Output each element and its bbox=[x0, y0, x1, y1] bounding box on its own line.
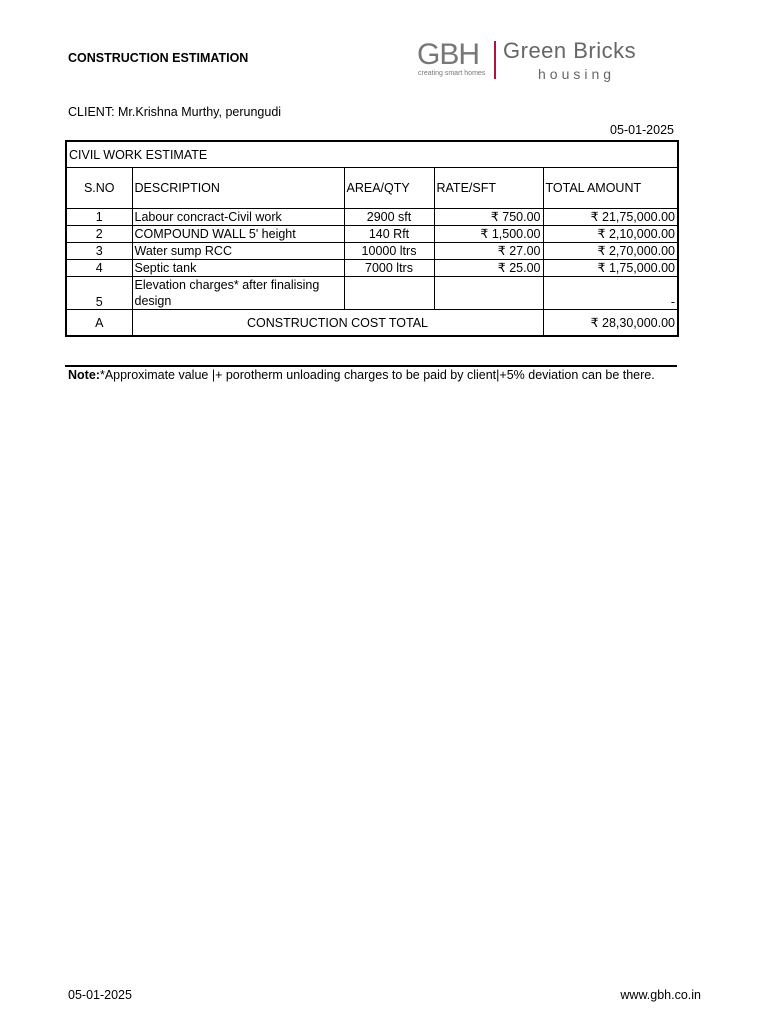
logo-tagline: creating smart homes bbox=[418, 70, 486, 77]
table-row bbox=[66, 243, 678, 260]
col-header-rate: RATE/SFT bbox=[434, 168, 543, 209]
logo-divider bbox=[494, 41, 496, 79]
cell-sno: 4 bbox=[66, 260, 132, 277]
note-text: *Approximate value |+ porotherm unloading charges to be paid by client|+5% deviation can be there. bbox=[99, 368, 655, 382]
cell-description: Labour concract-Civil work bbox=[132, 209, 344, 226]
cell-rate: ₹ 27.00 bbox=[434, 243, 543, 260]
client-info: CLIENT: Mr.Krishna Murthy, perungudi bbox=[68, 105, 282, 119]
cell-total: ₹ 1,75,000.00 bbox=[543, 260, 678, 277]
logo-mark: GBH bbox=[417, 38, 480, 71]
col-header-qty: AREA/QTY bbox=[344, 168, 434, 209]
section-header-row bbox=[66, 141, 678, 168]
column-header-row bbox=[66, 168, 678, 209]
cell-qty: 140 Rft bbox=[344, 226, 434, 243]
cell-total: ₹ 21,75,000.00 bbox=[543, 209, 678, 226]
cell-total: ₹ 2,70,000.00 bbox=[543, 243, 678, 260]
table-row bbox=[66, 277, 678, 310]
col-header-description: DESCRIPTION bbox=[132, 168, 344, 209]
total-row bbox=[66, 310, 678, 337]
cell-sno: 3 bbox=[66, 243, 132, 260]
footer-date: 05-01-2025 bbox=[68, 988, 132, 1002]
col-header-sno: S.NO bbox=[66, 168, 132, 209]
cell-sno: 5 bbox=[66, 277, 132, 310]
cell-sno: 1 bbox=[66, 209, 132, 226]
estimate-date: 05-01-2025 bbox=[610, 123, 674, 137]
cell-rate bbox=[434, 277, 543, 310]
total-value: ₹ 28,30,000.00 bbox=[543, 310, 678, 337]
note bbox=[68, 367, 668, 384]
estimate-table bbox=[65, 140, 679, 337]
cell-rate: ₹ 750.00 bbox=[434, 209, 543, 226]
note-label: Note: bbox=[68, 368, 100, 382]
col-header-total: TOTAL AMOUNT bbox=[543, 168, 678, 209]
table-row bbox=[66, 260, 678, 277]
footer-website[interactable]: www.gbh.co.in bbox=[620, 988, 701, 1002]
section-title: CIVIL WORK ESTIMATE bbox=[66, 141, 678, 168]
cell-rate: ₹ 25.00 bbox=[434, 260, 543, 277]
table-row bbox=[66, 226, 678, 243]
cell-description: Septic tank bbox=[132, 260, 344, 277]
cell-qty: 2900 sft bbox=[344, 209, 434, 226]
cell-description: COMPOUND WALL 5' height bbox=[132, 226, 344, 243]
cell-sno: 2 bbox=[66, 226, 132, 243]
table-row bbox=[66, 209, 678, 226]
cell-description: Elevation charges* after finalising design bbox=[132, 277, 344, 310]
cell-description: Water sump RCC bbox=[132, 243, 344, 260]
cell-total: ₹ 2,10,000.00 bbox=[543, 226, 678, 243]
total-label: CONSTRUCTION COST TOTAL bbox=[132, 310, 543, 337]
company-logo bbox=[417, 38, 657, 88]
cell-total: - bbox=[543, 277, 678, 310]
cell-rate: ₹ 1,500.00 bbox=[434, 226, 543, 243]
document-title: CONSTRUCTION ESTIMATION bbox=[68, 51, 249, 65]
total-label-a: A bbox=[66, 310, 132, 337]
cell-qty: 7000 ltrs bbox=[344, 260, 434, 277]
logo-name-line2: housing bbox=[538, 66, 616, 82]
logo-name-line1: Green Bricks bbox=[503, 38, 637, 63]
cell-qty: 10000 ltrs bbox=[344, 243, 434, 260]
cell-qty bbox=[344, 277, 434, 310]
